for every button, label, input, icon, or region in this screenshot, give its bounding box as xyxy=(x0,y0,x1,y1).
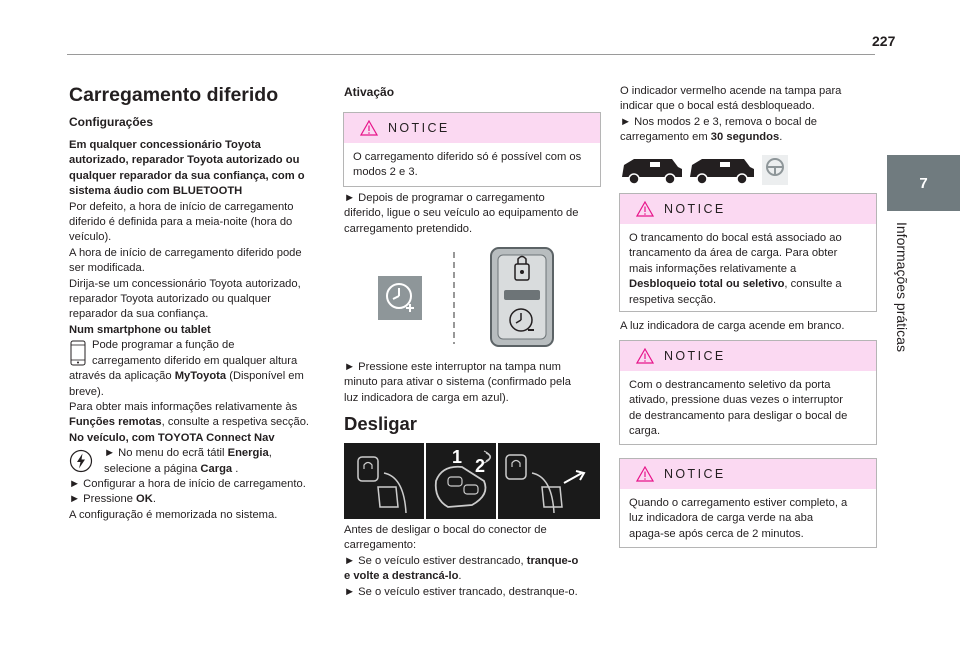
van-short-icon xyxy=(622,159,682,184)
text-line: diferido é definida para a meia-noite (hora do xyxy=(69,216,293,229)
text-line: breve). xyxy=(69,385,104,398)
text-line: apaga-se após cerca de 2 minutos. xyxy=(629,527,804,540)
text-line xyxy=(344,569,604,584)
text-line: ► Pressione este interruptor na tampa num xyxy=(344,361,561,373)
notice-label: NOTICE xyxy=(664,202,726,216)
text-run: ► No menu do ecrã tátil xyxy=(104,447,228,460)
text-run: . xyxy=(232,462,239,475)
text-run: ► Pressione xyxy=(69,493,137,506)
text-line: mais informações relativamente a xyxy=(629,262,797,275)
column-2 xyxy=(344,84,604,100)
text-line: Para obter mais informações relativamente às xyxy=(69,400,298,413)
text-line: O indicador vermelho acende na tampa para xyxy=(620,85,842,97)
text-line: carregamento: xyxy=(344,539,417,552)
text-line: modos 2 e 3. xyxy=(353,166,418,179)
text-line: carregamento diferido em qualquer altura xyxy=(92,354,298,367)
before-disconnect-paragraph xyxy=(344,523,604,600)
text-line: ser modificada. xyxy=(69,262,145,275)
dealer-heading xyxy=(69,138,329,200)
notice-header xyxy=(620,194,876,224)
notice-label: NOTICE xyxy=(664,467,726,481)
text-line: sistema áudio com BLUETOOTH xyxy=(69,185,243,198)
text-run: , xyxy=(268,447,272,460)
text-line: Por defeito, a hora de início de carregamento xyxy=(69,200,294,213)
after-programming-paragraph xyxy=(344,191,604,237)
text-line: A hora de início de carregamento diferido pode xyxy=(69,246,302,259)
text-run: através da aplicação xyxy=(69,370,175,383)
text-line: respetiva secção. xyxy=(629,293,717,306)
steering-wheel-icon xyxy=(762,155,788,185)
warning-triangle-icon xyxy=(636,201,654,217)
text-line: A configuração é memorizada no sistema. xyxy=(69,508,278,521)
notice-header xyxy=(344,113,600,143)
text-line xyxy=(629,277,867,292)
press-switch-paragraph xyxy=(344,360,604,406)
text-line xyxy=(69,462,329,477)
emphasis: e volte a destrancá-lo xyxy=(344,570,459,583)
notice-header xyxy=(620,459,876,489)
smartphone-heading: Num smartphone ou tablet xyxy=(69,323,211,336)
text-line: carregamento pretendido. xyxy=(344,222,473,235)
notice-box-3 xyxy=(619,340,877,445)
text-line: veículo). xyxy=(69,231,112,244)
text-line: ativado, pressione duas vezes o interruptor xyxy=(629,394,843,407)
text-line: Quando o carregamento estiver completo, a xyxy=(629,497,848,509)
disconnect-illustration xyxy=(344,443,600,519)
text-line: O carregamento diferido só é possível com os xyxy=(353,151,582,163)
notice-box-1 xyxy=(343,112,601,187)
text-line: Pode programar a função de xyxy=(92,339,235,352)
text-line: Com o destrancamento seletivo da porta xyxy=(629,379,831,391)
notice-body xyxy=(620,489,876,550)
vehicle-models-illustration xyxy=(620,153,790,187)
text-run: ► Se o veículo estiver destrancado, xyxy=(344,554,527,567)
switch-button-icon xyxy=(378,276,422,320)
text-line: reparador Toyota autorizado ou qualquer xyxy=(69,293,271,306)
contact-paragraph xyxy=(69,277,329,323)
notice-body xyxy=(620,224,876,316)
activation-heading: Ativação xyxy=(344,85,395,99)
vehicle-heading: No veículo, com TOYOTA Connect Nav xyxy=(69,431,275,444)
text-line xyxy=(344,554,604,569)
disconnect-title: Desligar xyxy=(344,413,418,434)
text-line: trancamento da área de carga. Para obter xyxy=(629,247,838,260)
step-label-2: 2 xyxy=(475,456,486,476)
app-name: MyToyota xyxy=(174,370,227,383)
chapter-tab[interactable]: 7 xyxy=(887,155,960,211)
red-indicator-paragraph xyxy=(620,84,880,146)
text-run: (Disponível em xyxy=(226,370,304,383)
warning-triangle-icon xyxy=(636,348,654,364)
text-line: ► Nos modos 2 e 3, remova o bocal de xyxy=(620,115,818,128)
text-line: luz indicadora de carga em azul). xyxy=(344,391,509,404)
text-line: Dirija-se um concessionário Toyota autorizado, xyxy=(69,277,301,290)
text-line: ► Configurar a hora de início de carregamento. xyxy=(69,477,306,490)
ok-label: OK xyxy=(136,493,153,506)
text-line: autorizado, reparador Toyota autorizado ou xyxy=(69,154,300,167)
text-line: diferido, ligue o seu veículo ao equipamento de xyxy=(344,207,579,220)
modify-paragraph xyxy=(69,246,329,277)
smartphone-paragraph xyxy=(69,338,329,400)
notice-label: NOTICE xyxy=(664,349,726,363)
notice-box-2 xyxy=(619,193,877,312)
text-run: , consulte a xyxy=(784,278,842,291)
smartphone-icon xyxy=(70,340,86,366)
text-line: luz indicadora de carga verde na aba xyxy=(629,512,814,525)
charging-flap-switch-illustration xyxy=(376,246,556,350)
menu-name: Energia xyxy=(227,447,269,460)
vehicle-paragraph xyxy=(69,446,329,523)
text-run: carregamento em xyxy=(620,131,711,144)
notice-box-4 xyxy=(619,458,877,548)
white-indicator-line: A luz indicadora de carga acende em branco. xyxy=(620,320,845,332)
text-line: qualquer reparador da sua confiança, com o xyxy=(69,169,305,182)
text-line xyxy=(69,369,329,384)
warning-triangle-icon xyxy=(360,120,378,136)
warning-triangle-icon xyxy=(636,466,654,482)
text-line: Antes de desligar o bocal do conector de xyxy=(344,524,547,536)
notice-body xyxy=(620,371,876,448)
header-divider xyxy=(67,54,875,55)
default-paragraph xyxy=(69,200,329,246)
section-reference: Desbloqueio total ou seletivo xyxy=(629,278,785,291)
column-1 xyxy=(69,84,329,523)
text-line: Em qualquer concessionário Toyota xyxy=(69,139,261,151)
page-number: 227 xyxy=(872,33,896,49)
text-line: carga. xyxy=(629,425,661,438)
text-run: . xyxy=(779,131,783,144)
emphasis: 30 segundos xyxy=(710,131,780,144)
chapter-title-text: Informações práticas xyxy=(894,222,910,352)
notice-body xyxy=(344,143,600,189)
step-label-1: 1 xyxy=(452,447,463,467)
notice-header xyxy=(620,341,876,371)
text-line xyxy=(69,446,329,461)
van-long-icon xyxy=(690,159,754,184)
text-line: minuto para ativar o sistema (confirmado pela xyxy=(344,376,571,389)
text-line: ► Se o veículo estiver trancado, destranque-o. xyxy=(344,585,578,598)
text-run: , consulte a respetiva secção. xyxy=(161,416,310,429)
text-line xyxy=(69,415,329,430)
text-line xyxy=(69,492,329,507)
text-line: de destrancamento para desligar o bocal de xyxy=(629,409,848,422)
section-title: Carregamento diferido xyxy=(69,84,279,106)
chapter-title xyxy=(886,222,916,362)
text-line: ► Depois de programar o carregamento xyxy=(344,192,545,204)
touchscreen-energy-icon xyxy=(69,449,93,473)
page-name: Carga xyxy=(200,462,233,475)
text-run: . xyxy=(152,493,156,506)
text-line: indicar que o bocal está desbloqueado. xyxy=(620,100,815,113)
text-run: selecione a página xyxy=(104,462,201,475)
text-line: O trancamento do bocal está associado ao xyxy=(629,232,842,244)
text-line xyxy=(620,130,880,145)
text-line: reparador da sua confiança. xyxy=(69,308,209,321)
subsection-title: Configurações xyxy=(69,115,154,129)
section-reference: Funções remotas xyxy=(69,416,162,429)
text-run: . xyxy=(458,570,462,583)
emphasis: tranque-o xyxy=(526,554,579,567)
info-paragraph xyxy=(69,400,329,431)
notice-label: NOTICE xyxy=(388,121,450,135)
